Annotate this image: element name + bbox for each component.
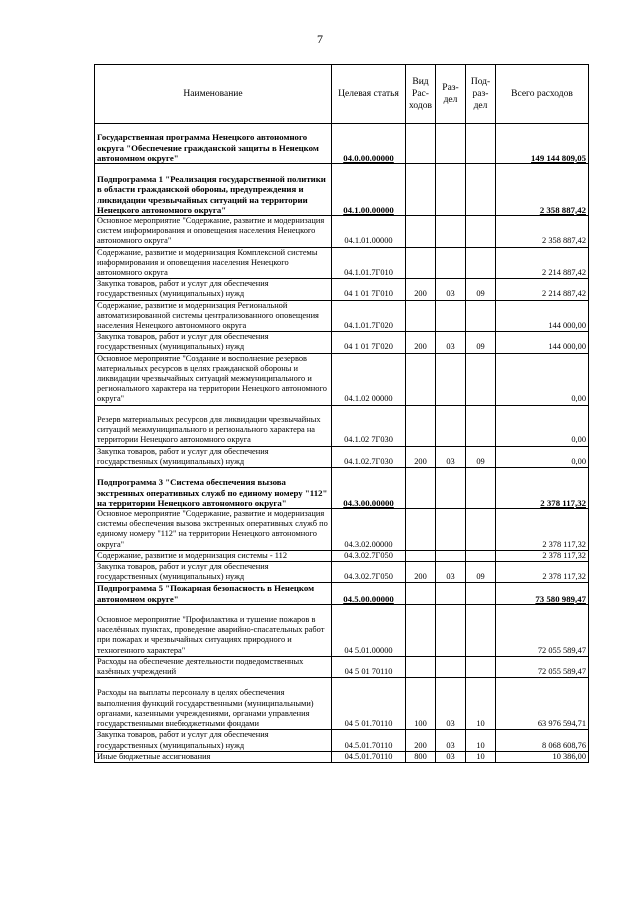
row-expense-type <box>406 583 436 604</box>
row-subsection <box>466 604 496 656</box>
row-subsection: 10 <box>466 678 496 730</box>
row-amount: 8 068 608,76 <box>496 730 589 751</box>
row-section <box>436 550 466 561</box>
row-expense-type <box>406 656 436 677</box>
row-name: Подпрограмма 3 "Система обеспечения вызова экстренных оперативных служб по единому номеру "112" на территории Ненецкого автономного округа" <box>95 468 332 509</box>
row-name: Содержание, развитие и модернизация системы - 112 <box>95 550 332 561</box>
row-target-code: 04.3.02.00000 <box>332 509 406 551</box>
table-row <box>95 300 589 332</box>
row-amount: 0,00 <box>496 446 589 467</box>
row-subsection <box>466 300 496 332</box>
row-amount: 63 976 594,71 <box>496 678 589 730</box>
row-subsection <box>466 124 496 164</box>
row-expense-type <box>406 247 436 279</box>
row-section <box>436 468 466 509</box>
header-name: Наименование <box>95 65 332 124</box>
row-section <box>436 583 466 604</box>
row-name: Закупка товаров, работ и услуг для обеспечения государственных (муниципальных) нужд <box>95 279 332 300</box>
row-subsection <box>466 509 496 551</box>
row-target-code: 04.5.01.70110 <box>332 730 406 751</box>
header-total: Всего расходов <box>496 65 589 124</box>
row-expense-type: 200 <box>406 562 436 583</box>
row-target-code: 04.3.00.00000 <box>332 468 406 509</box>
row-subsection <box>466 247 496 279</box>
row-amount: 73 580 989,47 <box>496 583 589 604</box>
table-row <box>95 678 589 730</box>
row-name: Подпрограмма 5 "Пожарная безопасность в Ненецком автономном округе" <box>95 583 332 604</box>
table-row <box>95 751 589 762</box>
row-name: Содержание, развитие и модернизация Региональной автоматизированной системы централизованного оповещения населения Ненецкого автономного округа <box>95 300 332 332</box>
row-section: 03 <box>436 562 466 583</box>
row-target-code: 04.3.02.7Г050 <box>332 550 406 561</box>
row-amount: 2 378 117,32 <box>496 550 589 561</box>
row-amount: 2 378 117,32 <box>496 509 589 551</box>
row-target-code: 04.5.00.00000 <box>332 583 406 604</box>
row-section: 03 <box>436 751 466 762</box>
row-expense-type: 100 <box>406 678 436 730</box>
table-row <box>95 583 589 604</box>
row-target-code: 04.3.02.7Г050 <box>332 562 406 583</box>
row-target-code: 04.5.01.70110 <box>332 751 406 762</box>
row-subsection: 09 <box>466 279 496 300</box>
row-expense-type <box>406 509 436 551</box>
row-subsection <box>466 656 496 677</box>
row-name: Основное мероприятие "Создание и восполнение резервов материальных ресурсов в целях гражданской обороны и ликвидации чрезвычайных ситуаций межмуниципального и регионального характера на территории Ненецкого автономного округа" <box>95 353 332 405</box>
row-subsection: 09 <box>466 332 496 353</box>
row-expense-type <box>406 353 436 405</box>
row-target-code: 04.0.00.00000 <box>332 124 406 164</box>
row-name: Расходы на выплаты персоналу в целях обеспечения выполнения функций государственными (муниципальными) органами, казенными учреждениями, органами управления государственными внебюджетными фондами <box>95 678 332 730</box>
row-subsection <box>466 405 496 446</box>
row-section <box>436 247 466 279</box>
row-section: 03 <box>436 446 466 467</box>
row-name: Закупка товаров, работ и услуг для обеспечения государственных (муниципальных) нужд <box>95 332 332 353</box>
table-row <box>95 730 589 751</box>
row-section <box>436 405 466 446</box>
row-target-code: 04.1.02 00000 <box>332 353 406 405</box>
row-subsection: 09 <box>466 446 496 467</box>
row-amount: 0,00 <box>496 405 589 446</box>
row-name: Подпрограмма 1 "Реализация государственной политики в области гражданской обороны, предупреждения и ликвидации чрезвычайных ситуаций на территории Ненецкого автономного округа" <box>95 164 332 216</box>
row-section <box>436 353 466 405</box>
table-row <box>95 216 589 248</box>
table-row <box>95 405 589 446</box>
row-subsection: 10 <box>466 751 496 762</box>
table-row <box>95 353 589 405</box>
table-header-row <box>95 65 589 124</box>
row-subsection: 10 <box>466 730 496 751</box>
row-expense-type: 200 <box>406 279 436 300</box>
row-target-code: 04.1.00.00000 <box>332 164 406 216</box>
row-name: Закупка товаров, работ и услуг для обеспечения государственных (муниципальных) нужд <box>95 446 332 467</box>
row-name: Резерв материальных ресурсов для ликвидации чрезвычайных ситуаций межмуниципального и регионального характера на территории Ненецкого автономного округа <box>95 405 332 446</box>
row-target-code: 04.1.02.7Г030 <box>332 446 406 467</box>
table-row <box>95 656 589 677</box>
table-row <box>95 604 589 656</box>
row-section <box>436 509 466 551</box>
table-row <box>95 562 589 583</box>
row-expense-type: 200 <box>406 332 436 353</box>
row-target-code: 04 5 01.70110 <box>332 678 406 730</box>
row-subsection <box>466 468 496 509</box>
row-target-code: 04 1 01 7Г010 <box>332 279 406 300</box>
table-row <box>95 164 589 216</box>
row-amount: 0,00 <box>496 353 589 405</box>
row-amount: 2 358 887,42 <box>496 216 589 248</box>
row-target-code: 04 5.01.00000 <box>332 604 406 656</box>
table-row <box>95 550 589 561</box>
header-section: Раз- дел <box>436 65 466 124</box>
row-name: Основное мероприятие "Содержание, развитие и модернизация системы обеспечения вызова экстренных оперативных служб по единому номеру "112" на территории Ненецкого автономного округа" <box>95 509 332 551</box>
row-section <box>436 300 466 332</box>
row-expense-type: 200 <box>406 730 436 751</box>
row-expense-type: 200 <box>406 446 436 467</box>
row-amount: 2 214 887,42 <box>496 247 589 279</box>
header-expense-type: Вид Рас- ходов <box>406 65 436 124</box>
row-expense-type <box>406 405 436 446</box>
row-subsection: 09 <box>466 562 496 583</box>
row-section: 03 <box>436 279 466 300</box>
table-row <box>95 468 589 509</box>
row-expense-type <box>406 300 436 332</box>
row-section <box>436 604 466 656</box>
row-target-code: 04.1.01.00000 <box>332 216 406 248</box>
row-subsection <box>466 216 496 248</box>
row-amount: 2 358 887,42 <box>496 164 589 216</box>
table-row <box>95 509 589 551</box>
row-name: Иные бюджетные ассигнования <box>95 751 332 762</box>
row-expense-type <box>406 604 436 656</box>
table-row <box>95 446 589 467</box>
budget-table <box>94 64 589 763</box>
header-subsection: Под- раз- дел <box>466 65 496 124</box>
row-name: Закупка товаров, работ и услуг для обеспечения государственных (муниципальных) нужд <box>95 730 332 751</box>
header-target-article: Целевая статья <box>332 65 406 124</box>
page-number: 7 <box>317 32 323 46</box>
row-name: Государственная программа Ненецкого автономного округа "Обеспечение гражданской защиты в Ненецком автономном округе" <box>95 124 332 164</box>
row-section: 03 <box>436 332 466 353</box>
row-target-code: 04.1.01.7Г010 <box>332 247 406 279</box>
row-section <box>436 164 466 216</box>
row-name: Закупка товаров, работ и услуг для обеспечения государственных (муниципальных) нужд <box>95 562 332 583</box>
row-target-code: 04 5 01 70110 <box>332 656 406 677</box>
table-row <box>95 332 589 353</box>
row-amount: 72 055 589,47 <box>496 656 589 677</box>
row-target-code: 04 1 01 7Г020 <box>332 332 406 353</box>
row-amount: 2 378 117,32 <box>496 468 589 509</box>
row-amount: 144 000,00 <box>496 332 589 353</box>
row-subsection <box>466 164 496 216</box>
row-target-code: 04.1.02 7Г030 <box>332 405 406 446</box>
row-amount: 144 000,00 <box>496 300 589 332</box>
table-row <box>95 279 589 300</box>
row-section <box>436 216 466 248</box>
row-amount: 149 144 809,05 <box>496 124 589 164</box>
row-section <box>436 124 466 164</box>
row-section: 03 <box>436 730 466 751</box>
row-subsection <box>466 550 496 561</box>
row-expense-type <box>406 468 436 509</box>
row-name: Расходы на обеспечение деятельности подведомственных казённых учреждений <box>95 656 332 677</box>
row-amount: 2 214 887,42 <box>496 279 589 300</box>
row-expense-type <box>406 164 436 216</box>
row-subsection <box>466 583 496 604</box>
table-row <box>95 124 589 164</box>
row-section: 03 <box>436 678 466 730</box>
row-amount: 2 378 117,32 <box>496 562 589 583</box>
row-expense-type <box>406 550 436 561</box>
row-expense-type: 800 <box>406 751 436 762</box>
row-expense-type <box>406 216 436 248</box>
row-subsection <box>466 353 496 405</box>
row-amount: 72 055 589,47 <box>496 604 589 656</box>
table-row <box>95 247 589 279</box>
row-name: Содержание, развитие и модернизация Комплексной системы информирования и оповещения населения Ненецкого автономного округа <box>95 247 332 279</box>
row-target-code: 04.1.01.7Г020 <box>332 300 406 332</box>
row-name: Основное мероприятие "Содержание, развитие и модернизация систем информирования и оповещения населения Ненецкого автономного округа" <box>95 216 332 248</box>
row-amount: 10 386,00 <box>496 751 589 762</box>
row-name: Основное мероприятие "Профилактика и тушение пожаров в населённых пунктах, проведение аварийно-спасательных работ при пожарах и чрезвычайных ситуациях природного и техногенного характера" <box>95 604 332 656</box>
row-expense-type <box>406 124 436 164</box>
row-section <box>436 656 466 677</box>
